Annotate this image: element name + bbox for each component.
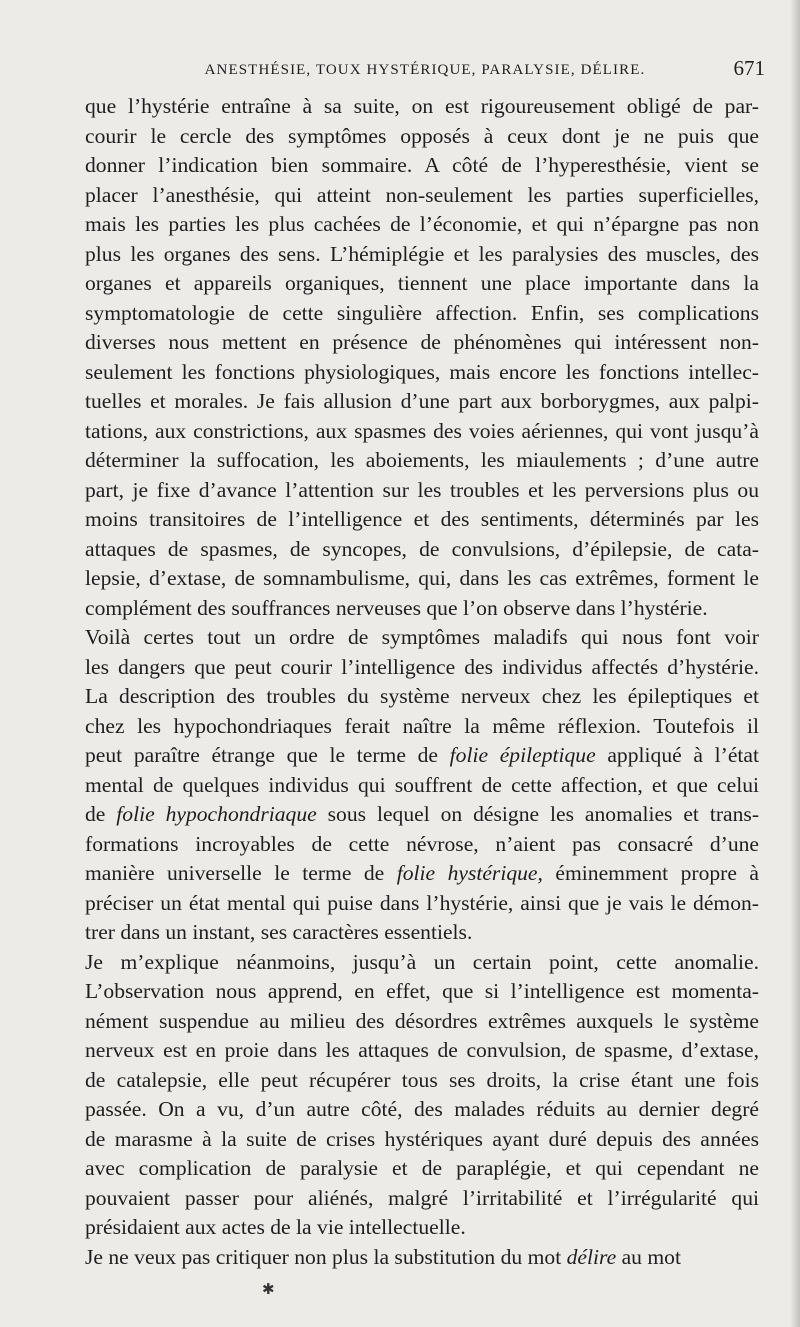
text-line: courir le cercle des symptômes opposés à ceux dont je ne puis que — [85, 123, 759, 148]
text-line — [85, 1243, 759, 1273]
text-line: Voilà certes tout un ordre de symptômes maladifs qui nous font voir — [85, 625, 759, 649]
printer-mark: ✱ — [262, 1282, 275, 1298]
text-line: mais les parties les plus cachées de l’économie, et qui n’épargne pas non — [85, 212, 759, 236]
text-line: seulement les fonctions physiologiques, mais encore les fonctions intellec- — [85, 359, 759, 384]
text-line: plus les organes des sens. L’hémiplégie et les paralysies des muscles, des — [85, 241, 759, 266]
text-segment: appliqué à l’état — [595, 743, 759, 767]
text-line: nerveux est en proie dans les attaques de convulsion, de spasme, d’extase, — [85, 1038, 759, 1062]
italic-term: folie hystérique, — [396, 861, 543, 885]
italic-term: délire — [566, 1244, 617, 1269]
text-line: que l’hystérie entraîne à sa suite, on est rigoureusement obligé de par- — [85, 94, 759, 118]
text-segment: de — [85, 802, 117, 826]
text-line: La description des troubles du système nerveux chez les épileptiques et — [85, 684, 759, 708]
text-segment: sous lequel on désigne les anomalies et trans- — [316, 802, 760, 826]
text-segment: au mot — [616, 1244, 681, 1269]
body-text — [85, 92, 759, 1272]
text-line: symptomatologie de cette singulière affection. Enfin, ses complications — [85, 300, 759, 325]
text-line: Je m’explique néanmoins, jusqu’à un certain point, cette anomalie. — [85, 949, 759, 974]
text-line: tuelles et morales. Je fais allusion d’une part aux borborygmes, aux palpi- — [85, 389, 759, 413]
text-line: de marasme à la suite de crises hystériques ayant duré depuis des années — [85, 1126, 759, 1151]
running-title: ANESTHÉSIE, TOUX HYSTÉRIQUE, PARALYSIE, DÉLIRE. — [204, 62, 646, 78]
text-segment: éminemment propre à — [542, 861, 759, 885]
text-line: pouvaient passer pour aliénés, malgré l’irritabilité et l’irrégularité qui — [85, 1185, 759, 1210]
text-segment: manière universelle le terme de — [85, 861, 397, 885]
text-line: placer l’anesthésie, qui atteint non-seulement les parties superficielles, — [85, 182, 759, 207]
text-line: formations incroyables de cette névrose, n’aient pas consacré d’une — [85, 831, 759, 856]
text-line — [85, 800, 759, 830]
text-line: part, je fixe d’avance l’attention sur les troubles et les perversions plus ou — [85, 477, 759, 502]
text-line: moins transitoires de l’intelligence et des sentiments, déterminés par les — [85, 507, 759, 531]
text-line: mental de quelques individus qui souffrent de cette affection, et que celui — [85, 772, 759, 797]
text-line: organes et appareils organiques, tiennent une place importante dans la — [85, 271, 759, 295]
text-line: donner l’indication bien sommaire. A côté de l’hyperesthésie, vient se — [85, 153, 759, 177]
text-segment: Je ne veux pas critiquer non plus la substitution du mot — [85, 1244, 567, 1269]
text-segment: peut paraître étrange que le terme de — [85, 743, 450, 767]
text-line: complément des souffrances nerveuses que l’on observe dans l’hystérie. — [85, 595, 708, 620]
italic-term: folie hypochondriaque — [116, 802, 317, 826]
text-line: passée. On a vu, d’un autre côté, des malades réduits au dernier degré — [85, 1097, 759, 1121]
text-line — [85, 859, 759, 889]
text-line: avec complication de paralysie et de paraplégie, et qui cependant ne — [85, 1156, 759, 1180]
text-line: trer dans un instant, ses caractères essentiels. — [85, 920, 473, 944]
text-line: L’observation nous apprend, en effet, que si l’intelligence est momenta- — [85, 979, 759, 1003]
text-line: lepsie, d’extase, de somnambulisme, qui, dans les cas extrêmes, forment le — [85, 566, 759, 590]
text-line: attaques de spasmes, de syncopes, de convulsions, d’épilepsie, de cata- — [85, 536, 759, 561]
text-line: les dangers que peut courir l’intelligence des individus affectés d’hystérie. — [85, 654, 759, 679]
text-line: de catalepsie, elle peut récupérer tous ses droits, la crise étant une fois — [85, 1067, 759, 1092]
page-number: 671 — [733, 56, 765, 80]
italic-term: folie épileptique — [449, 743, 596, 767]
text-line: préciser un état mental qui puise dans l’hystérie, ainsi que je vais le démon- — [85, 890, 759, 915]
text-line: tations, aux constrictions, aux spasmes des voies aériennes, qui vont jusqu’à — [85, 418, 759, 443]
text-line: chez les hypochondriaques ferait naître la même réflexion. Toutefois il — [85, 713, 759, 738]
text-line — [85, 741, 759, 771]
text-line: déterminer la suffocation, les aboiements, les miaulements ; d’une autre — [85, 448, 759, 472]
text-line: diverses nous mettent en présence de phénomènes qui intéressent non- — [85, 330, 759, 354]
text-line: présidaient aux actes de la vie intellectuelle. — [85, 1215, 466, 1239]
text-line: nément suspendue au milieu des désordres extrêmes auxquels le système — [85, 1008, 759, 1033]
page-header — [85, 56, 765, 86]
